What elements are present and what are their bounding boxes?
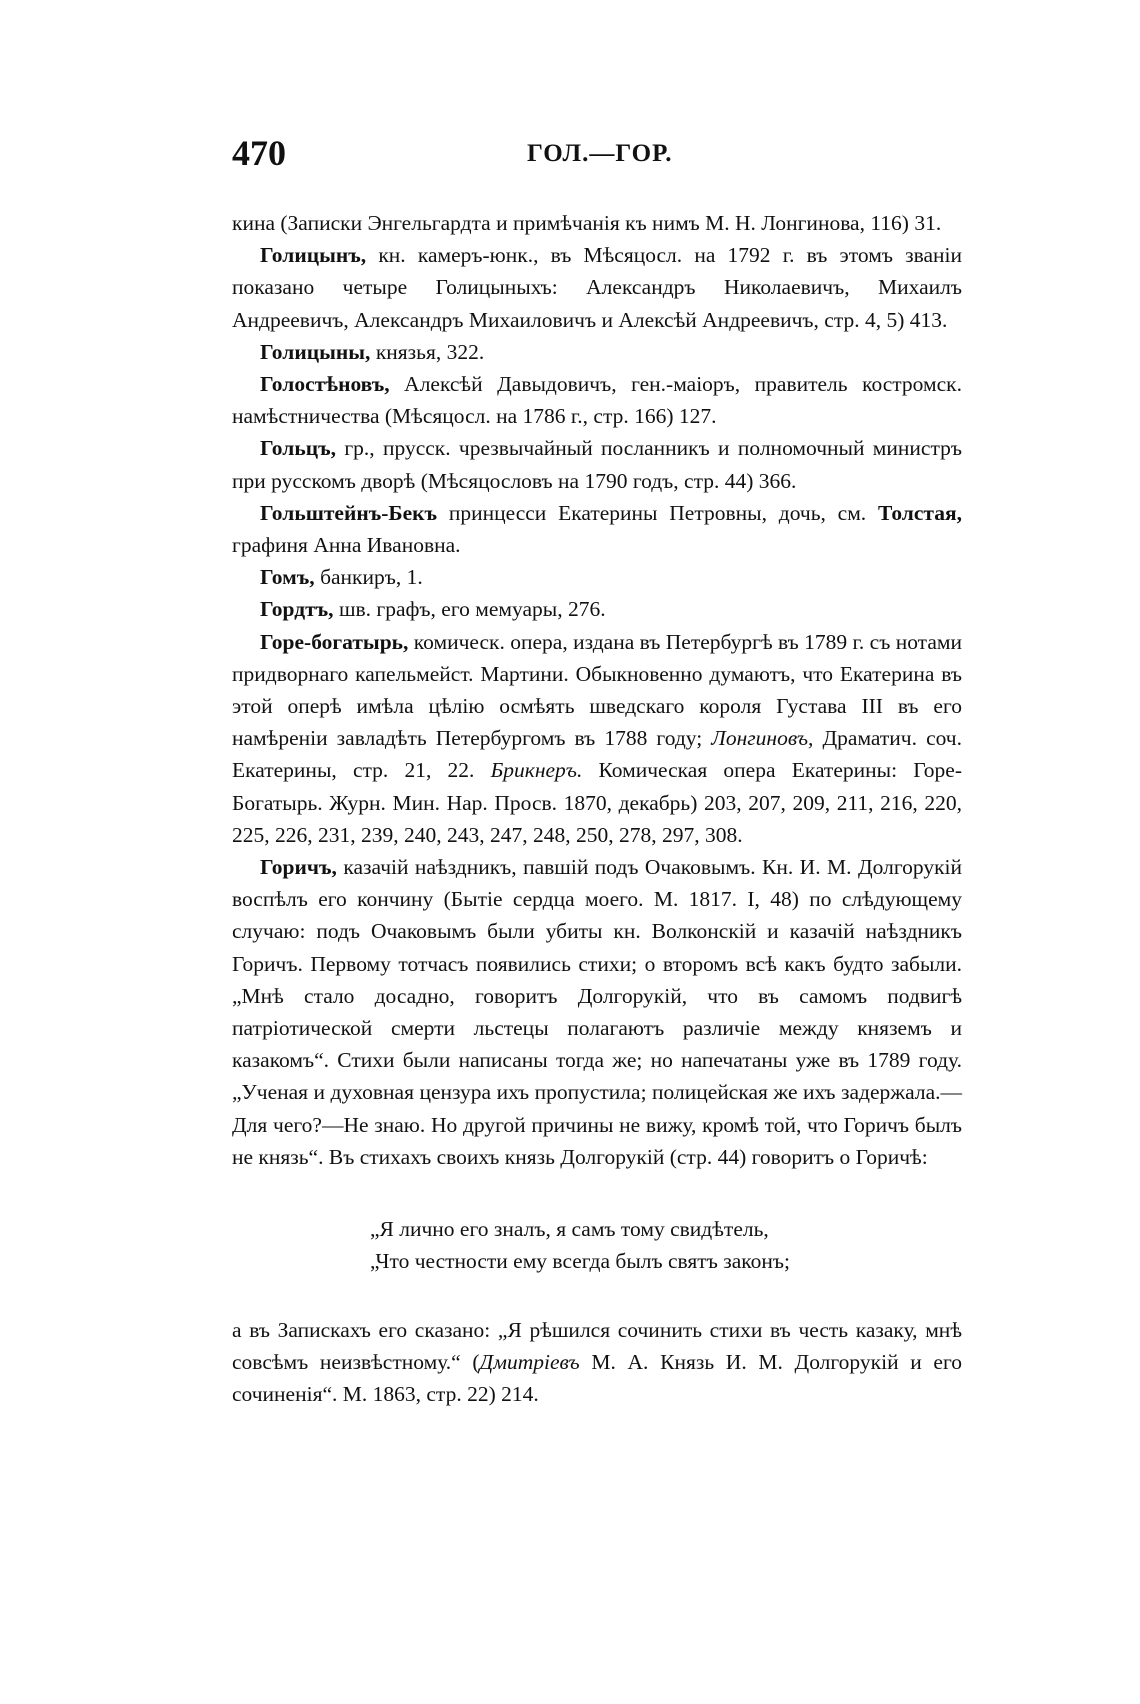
verse-quote — [370, 1213, 962, 1277]
entry-text: казачій наѣздникъ, павшій подъ Очаковымъ. Кн. И. М. Долгорукій воспѣлъ его кончину (Бытіе сердца моего. М. 1817. I, 48) по слѣдующему случаю: подъ Очаковымъ были убиты кн. Волконскій и казачій наѣздникъ Горичъ. Первому тотчасъ появились стихи; о второмъ всѣ какъ будто забыли. „Мнѣ стало досадно, говоритъ Долгорукій, что въ самомъ подвигѣ патріотической смерти льстецы полагаютъ различіе между княземъ и казакомъ“. Стихи были написаны тогда же; но напечатаны уже въ 1789 году. „Ученая и духовная цензура ихъ пропустила; полицейская же ихъ задержала.—Для чего?—Не знаю. Но другой причины не вижу, кромѣ той, что Горичъ былъ не князь“. Въ стихахъ своихъ князь Долгорукій (стр. 44) говоритъ о Горичѣ: — [232, 855, 962, 1169]
author-citation: Лонгиновъ, — [711, 726, 814, 751]
entry-text: шв. графъ, его мемуары, 276. — [333, 597, 606, 622]
author-citation: Дмитріевъ — [479, 1349, 580, 1374]
continued-entry: кина (Записки Энгельгардта и примѣчанія къ нимъ М. Н. Лонгинова, 116) 31. — [232, 211, 942, 235]
entry-headword: Гольцъ, — [260, 436, 336, 461]
author-citation: Брикнеръ. — [490, 758, 583, 783]
entry-text: кн. камеръ-юнк., въ Мѣсяцосл. на 1792 г. въ этомъ званіи показано четыре Голицыныхъ: Александръ Николаевичъ, Михаилъ Андреевичъ, Александръ Михаиловичъ и Алексѣй Андреевичъ, стр. 4, 5) 413. — [232, 243, 962, 332]
index-entry — [232, 368, 962, 432]
entry-text: М. А. Князь И. М. Долгорукій и его сочиненія“. М. 1863, стр. 22) 214. — [232, 1349, 962, 1406]
entry-text: принцесси Екатерины Петровны, дочь, см. — [437, 500, 878, 525]
entry-text: гр., прусск. чрезвычайный посланникъ и полномочный министръ при русскомъ дворѣ (Мѣсяцословъ на 1790 годъ, стр. 44) 366. — [232, 436, 962, 493]
index-entry — [232, 497, 962, 561]
entry-headword: Гольштейнъ-Бекъ — [260, 500, 438, 525]
entry-headword: Гомъ, — [260, 565, 315, 590]
entry-text: банкиръ, 1. — [314, 565, 423, 590]
index-entry — [232, 561, 962, 593]
entry-headword: Голостѣновъ, — [260, 372, 390, 397]
entry-text: а въ Запискахъ его сказано: „Я рѣшился сочинить стихи въ честь казаку, мнѣ совсѣмъ неизвѣстному.“ ( — [232, 1317, 962, 1374]
entry-headword: Голицыны, — [260, 339, 371, 364]
entry-headword: Горе-богатырь, — [260, 629, 409, 654]
entry-continuation — [232, 1314, 962, 1411]
index-entry — [232, 593, 962, 625]
index-entry — [232, 432, 962, 496]
running-head: ГОЛ.—ГОР. — [527, 140, 673, 167]
entry-headword: Горичъ, — [260, 855, 337, 880]
entry-cross-reference: Толстая, — [877, 500, 962, 525]
entry-text: графиня Анна Ивановна. — [232, 533, 461, 558]
index-entry — [232, 336, 962, 368]
entry-text: Алексѣй Давыдовичъ, ген.-маіоръ, правитель костромск. намѣстничества (Мѣсяцосл. на 1786 г., стр. 166) 127. — [232, 372, 962, 429]
entry-text: Драматич. соч. Екатерины, стр. 21, 22. — [232, 726, 962, 783]
page-header — [232, 132, 962, 182]
verse-line: „Что честности ему всегда былъ святъ законъ; — [370, 1249, 790, 1274]
index-entry — [232, 851, 962, 1173]
entry-text: комическ. опера, издана въ Петербургѣ въ 1789 г. съ нотами придворнаго капельмейст. Мартини. Обыкновенно думаютъ, что Екатерина въ этой оперѣ имѣла цѣлію осмѣять шведскаго короля Густава III въ его намѣреніи завладѣть Петербургомъ въ 1788 году; — [232, 629, 962, 751]
index-entries — [232, 207, 962, 1410]
index-entry — [232, 239, 962, 336]
entry-headword: Гордтъ, — [260, 597, 334, 622]
verse-line: „Я лично его зналъ, я самъ тому свидѣтель, — [370, 1217, 769, 1242]
entry-text: Комическая опера Екатерины: Горе-Богатырь. Журн. Мин. Нар. Просв. 1870, декабрь) 203, 207, 209, 211, 216, 220, 225, 226, 231, 239, 240, 243, 247, 248, 250, 278, 297, 308. — [232, 758, 962, 847]
entry-headword: Голицынъ, — [260, 243, 367, 268]
index-entry — [232, 626, 962, 851]
page-number: 470 — [232, 133, 286, 173]
entry-text: князья, 322. — [370, 339, 485, 364]
